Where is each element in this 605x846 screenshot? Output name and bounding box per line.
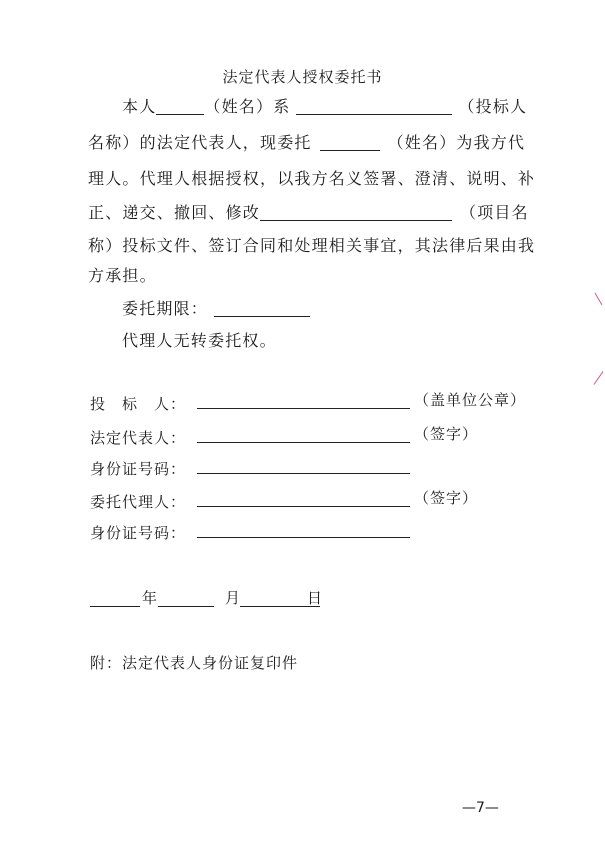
page-number: —7— xyxy=(462,800,499,816)
body-text: （投标人 xyxy=(458,97,528,116)
body-text: （项目名 xyxy=(460,203,529,222)
month-label: 月 xyxy=(225,589,241,607)
legal-rep-sign-note: （签字） xyxy=(414,425,479,443)
body-text: 正、递交、撤回、修改 xyxy=(88,203,261,222)
id-number-label-2: 身份证号码： xyxy=(90,524,187,542)
body-text: 名称）的法定代表人，现委托 xyxy=(88,133,312,152)
year-blank[interactable] xyxy=(90,606,140,607)
document-title: 法定代表人授权委托书 xyxy=(222,68,383,86)
bidder-name-blank[interactable] xyxy=(296,96,452,115)
agent-sign-note: （签字） xyxy=(414,489,479,507)
pen-mark xyxy=(594,371,604,385)
pen-mark xyxy=(595,293,603,306)
id-number-line-2[interactable] xyxy=(197,537,410,538)
agent-name-blank[interactable] xyxy=(320,132,380,151)
legal-rep-label: 法定代表人： xyxy=(90,429,187,447)
attachment-note: 附：法定代表人身份证复印件 xyxy=(90,654,299,672)
term-label: 委托期限： xyxy=(122,299,209,318)
body-line-4 xyxy=(88,200,529,223)
body-line-1 xyxy=(122,94,527,117)
body-line-6: 方承担。 xyxy=(88,266,157,285)
body-text: （姓名）系 xyxy=(204,97,291,116)
bidder-signature-line[interactable] xyxy=(197,408,410,409)
no-subdelegation-text: 代理人无转委托权。 xyxy=(122,331,277,350)
legal-rep-signature-line[interactable] xyxy=(197,442,410,443)
body-line-5: 称）投标文件、签订合同和处理相关事宜，其法律后果由我 xyxy=(88,236,536,255)
body-text: 本人 xyxy=(122,97,157,116)
bidder-seal-note: （盖单位公章） xyxy=(414,391,527,409)
month-blank[interactable] xyxy=(158,606,214,607)
year-label: 年 xyxy=(142,589,158,607)
project-name-blank[interactable] xyxy=(260,202,452,221)
term-line xyxy=(122,296,310,319)
id-number-line-1[interactable] xyxy=(197,473,410,474)
body-line-2 xyxy=(88,130,525,153)
bidder-label: 投 标 人： xyxy=(90,395,187,413)
agent-label: 委托代理人： xyxy=(90,493,187,511)
day-label: 日 xyxy=(307,589,323,607)
name-blank[interactable] xyxy=(156,96,204,115)
body-line-3: 理人。代理人根据授权，以我方名义签署、澄清、说明、补 xyxy=(88,169,536,188)
term-blank[interactable] xyxy=(214,298,310,317)
body-text: （姓名）为我方代 xyxy=(387,133,526,152)
id-number-label-1: 身份证号码： xyxy=(90,460,187,478)
agent-signature-line[interactable] xyxy=(197,506,410,507)
